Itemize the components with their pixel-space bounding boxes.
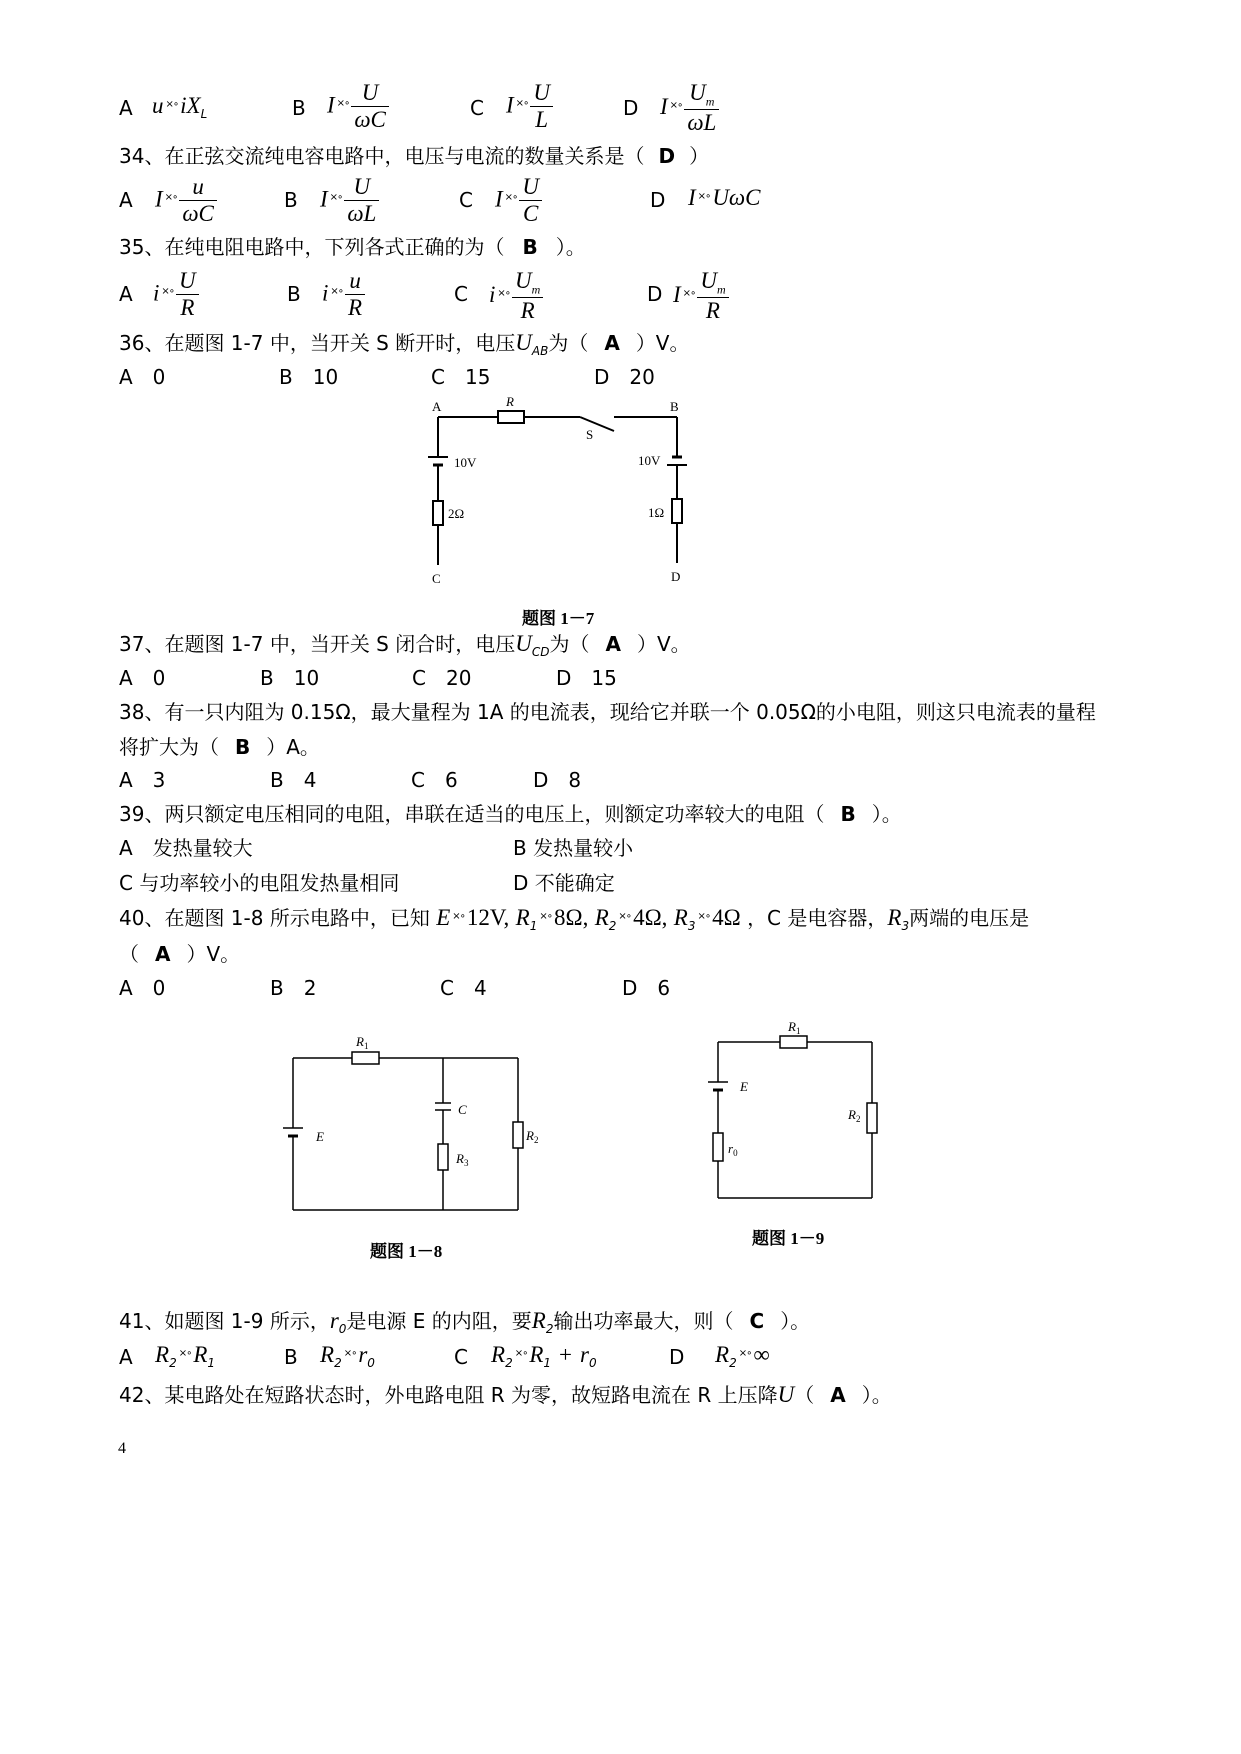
q42-stem: 42、某电路处在短路状态时，外电路电阻 R 为零，故短路电流在 R 上压降U（ A ）。 xyxy=(119,1382,892,1407)
r2-label: $R_2$ xyxy=(848,1107,861,1124)
q35-opt-c-formula: i ×∘ $\frac{U_m}{R}$ xyxy=(489,268,543,325)
q41-opt-d-formula: $R_2^{\times\circ}\infty$ xyxy=(715,1342,770,1370)
r1-label: $R_1$ xyxy=(788,1019,801,1036)
resistor-r2 xyxy=(513,1122,523,1148)
c-label: C xyxy=(458,1102,467,1117)
figure-1-7-caption: 题图 1－7 xyxy=(522,609,595,628)
r2-label: $R_2$ xyxy=(526,1128,539,1145)
q33-opt-b-formula: I ×∘ $\frac{U}{\omega C}$ xyxy=(327,80,389,134)
node-b-label: B xyxy=(670,399,679,414)
q33-opt-b-label: B xyxy=(292,96,306,120)
q36-opt-b: B 10 xyxy=(279,365,339,389)
q36-answer: A xyxy=(604,331,620,355)
resistor-r1 xyxy=(352,1052,379,1064)
q35-answer: B xyxy=(522,235,538,259)
q35-opt-d-formula: I ×∘ $\frac{U_m}{R}$ xyxy=(673,268,729,325)
q41-stem: 41、如题图 1-9 所示，$r_0$是电源 E 的内阻，要$R_2$输出功率最大，则（ C ）。 xyxy=(119,1308,811,1336)
q36-stem: 36、在题图 1-7 中，当开关 S 断开时，电压$U_{AB}$为（ A ）V。 xyxy=(119,330,690,358)
q40-opt-b: B 2 xyxy=(270,976,317,1000)
q35-opt-c-label: C xyxy=(454,282,468,306)
q41-opt-d-label: D xyxy=(669,1345,685,1369)
q34-opt-c-label: C xyxy=(459,188,473,212)
q35-opt-b-formula: i ×∘ $\frac{u}{R}$ xyxy=(322,268,365,322)
q41-opt-a-formula: $R_2^{\times\circ}R_1$ xyxy=(155,1342,216,1370)
q39-opt-b: B 发热量较小 xyxy=(513,836,634,860)
q36-opt-a: A 0 xyxy=(119,365,166,389)
r3-label: $R_3$ xyxy=(456,1151,469,1168)
q33-opt-c-formula: I ×∘ $\frac{U}{L}$ xyxy=(506,80,553,134)
q38-line2: 将扩大为（ B ）A。 xyxy=(119,735,320,759)
q34-opt-b-formula: I ×∘ $\frac{U}{\omega L}$ xyxy=(320,174,379,228)
resistor-r3 xyxy=(438,1144,448,1170)
e-label: E xyxy=(316,1129,324,1144)
r0-label: $r_0$ xyxy=(728,1141,738,1158)
q34-opt-b-label: B xyxy=(284,188,298,212)
q41-opt-b-label: B xyxy=(284,1345,298,1369)
node-d-label: D xyxy=(671,569,681,584)
figure-1-9-caption: 题图 1－9 xyxy=(752,1229,825,1248)
q42-answer: A xyxy=(830,1383,846,1407)
q34-opt-c-formula: I ×∘ $\frac{U}{C}$ xyxy=(495,174,542,228)
q38-opt-c: C 6 xyxy=(411,768,458,792)
left-source-label: 10V xyxy=(454,455,477,470)
q41-opt-a-label: A xyxy=(119,1345,133,1369)
q35-opt-a-label: A xyxy=(119,282,133,306)
q37-answer: A xyxy=(605,632,621,656)
q41-answer: C xyxy=(749,1309,765,1333)
q40-answer: A xyxy=(155,942,171,966)
q33-opt-d-label: D xyxy=(623,96,639,120)
resistor-r1 xyxy=(780,1036,807,1048)
q40-stem: 40、在题图 1-8 所示电路中，已知 E ×∘12V, $R_1^{\times\circ}8\Omega$, $R_2^{\times\circ}4\Omega$, $R_3^{\times\circ}4\Omega$ ，C 是电容器，$R_3$两端的电压是 xyxy=(119,905,1030,933)
right-resistor-label: 1Ω xyxy=(648,505,665,520)
q38-answer: B xyxy=(235,735,251,759)
q38-opt-b: B 4 xyxy=(270,768,317,792)
q33-opt-c-label: C xyxy=(470,96,484,120)
q39-answer: B xyxy=(840,802,856,826)
q35-opt-b-label: B xyxy=(287,282,301,306)
resistor-r0 xyxy=(713,1133,723,1161)
right-source-label: 10V xyxy=(638,453,661,468)
q35-opt-d-label: D xyxy=(647,282,663,306)
q37-opt-b: B 10 xyxy=(260,666,320,690)
figure-1-9-circuit xyxy=(700,1015,890,1205)
q34-opt-d-formula: I ×∘UωC xyxy=(688,185,761,210)
page-number: 4 xyxy=(118,1440,126,1457)
q39-stem: 39、两只额定电压相同的电阻，串联在适当的电压上，则额定功率较大的电阻（ B ）。 xyxy=(119,802,902,826)
resistor-r-label: R xyxy=(506,394,514,409)
q38-opt-d: D 8 xyxy=(533,768,582,792)
q34-opt-a-label: A xyxy=(119,188,133,212)
figure-1-8-circuit xyxy=(280,1030,539,1220)
q39-opt-d: D 不能确定 xyxy=(513,871,615,895)
q35-opt-a-formula: i ×∘ $\frac{U}{R}$ xyxy=(153,268,199,322)
e-label: E xyxy=(740,1079,748,1094)
resistor-r xyxy=(498,411,524,423)
resistor-r2 xyxy=(867,1103,877,1133)
resistor-2ohm xyxy=(433,501,443,525)
q40-opt-a: A 0 xyxy=(119,976,166,1000)
resistor-1ohm xyxy=(672,499,682,523)
q40-opt-d: D 6 xyxy=(622,976,671,1000)
q39-opt-a: A 发热量较大 xyxy=(119,836,253,860)
node-a-label: A xyxy=(432,399,442,414)
node-c-label: C xyxy=(432,571,441,586)
q38-line1: 38、有一只内阻为 0.15Ω，最大量程为 1A 的电流表，现给它并联一个 0.05Ω的小电阻，则这只电流表的量程 xyxy=(119,700,1096,724)
q34-opt-d-label: D xyxy=(650,188,666,212)
q36-opt-c: C 15 xyxy=(431,365,491,389)
q37-opt-d: D 15 xyxy=(556,666,617,690)
q33-opt-a-formula: u $^{\times\circ}iX_L$ xyxy=(152,93,208,121)
q34-stem: 34、在正弦交流纯电容电路中，电压与电流的数量关系是（ D ） xyxy=(119,144,710,168)
q40-opt-c: C 4 xyxy=(440,976,487,1000)
q33-opt-a-label: A xyxy=(119,96,133,120)
q36-opt-d: D 20 xyxy=(594,365,655,389)
q37-stem: 37、在题图 1-7 中，当开关 S 闭合时，电压$U_{CD}$为（ A ）V。 xyxy=(119,631,691,659)
q34-answer: D xyxy=(658,144,676,168)
q41-opt-c-label: C xyxy=(454,1345,468,1369)
q41-opt-b-formula: $R_2^{\times\circ}r_0$ xyxy=(320,1342,375,1370)
r1-label: $R_1$ xyxy=(356,1034,369,1051)
q41-opt-c-formula: $R_2^{\times\circ}R_1 + r_0$ xyxy=(491,1342,597,1370)
q33-opt-d-formula: I ×∘ $\frac{U_m}{\omega L}$ xyxy=(660,80,719,137)
q35-stem: 35、在纯电阻电路中，下列各式正确的为（ B ）。 xyxy=(119,235,586,259)
q38-opt-a: A 3 xyxy=(119,768,166,792)
q37-opt-c: C 20 xyxy=(412,666,472,690)
figure-1-7-circuit xyxy=(420,395,710,595)
q39-opt-c: C 与功率较小的电阻发热量相同 xyxy=(119,871,400,895)
switch-s-label: S xyxy=(586,427,594,442)
q34-opt-a-formula: I ×∘ $\frac{u}{\omega C}$ xyxy=(155,174,217,228)
left-resistor-label: 2Ω xyxy=(448,506,465,521)
figure-1-8-caption: 题图 1－8 xyxy=(370,1242,443,1261)
q37-opt-a: A 0 xyxy=(119,666,166,690)
q40-line2: （ A ）V。 xyxy=(119,942,241,966)
